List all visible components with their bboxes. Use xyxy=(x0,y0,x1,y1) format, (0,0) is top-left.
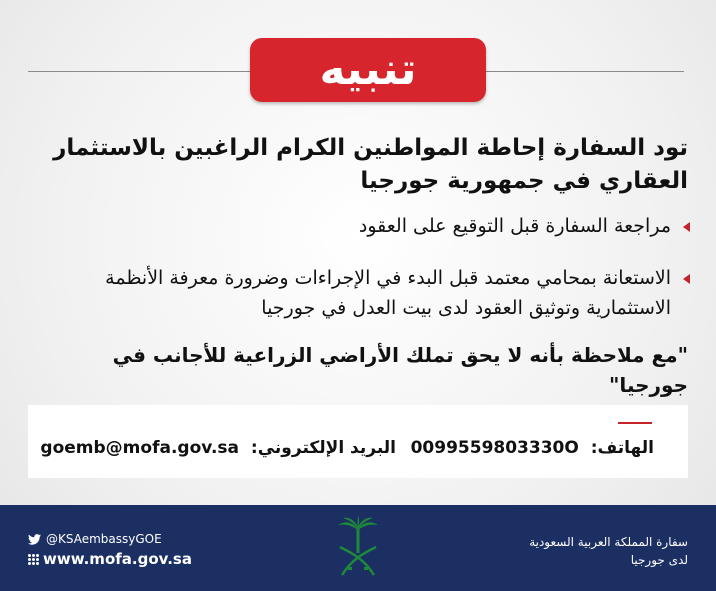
email-contact xyxy=(40,438,396,458)
phone-label: الهاتف: xyxy=(590,438,654,458)
alert-banner xyxy=(250,38,486,102)
phone-value[interactable]: 0099559803330O xyxy=(410,438,579,458)
twitter-bird-icon xyxy=(28,534,41,545)
bullet-item xyxy=(30,263,690,323)
contact-box xyxy=(28,405,688,478)
email-value[interactable]: goemb@mofa.gov.sa xyxy=(40,438,239,458)
email-label: البريد الإلكتروني: xyxy=(250,438,396,458)
accent-line xyxy=(618,422,652,424)
twitter-handle[interactable] xyxy=(28,532,162,546)
divider-left xyxy=(28,71,250,72)
bullet-text: الاستعانة بمحامي معتمد قبل البدء في الإجراءات وضرورة معرفة الأنظمة الاستثمارية وتوثيق العقود لدى بيت العدل في جورجيا xyxy=(105,267,671,319)
phone-contact xyxy=(411,438,654,458)
website-link[interactable] xyxy=(28,550,192,568)
bullet-arrow-icon xyxy=(683,274,690,284)
embassy-name xyxy=(529,533,688,569)
headline: تود السفارة إحاطة المواطنين الكرام الراغبين بالاستثمار العقاري في جمهورية جورجيا xyxy=(53,135,688,194)
bullet-arrow-icon xyxy=(683,222,690,232)
footer-bar xyxy=(0,505,716,591)
dots-grid-icon xyxy=(28,554,39,565)
saudi-emblem-icon xyxy=(334,515,382,581)
twitter-handle-text: @KSAembassyGOE xyxy=(46,532,162,546)
embassy-name-line1: سفارة المملكة العربية السعودية xyxy=(529,535,688,549)
divider-right xyxy=(486,71,684,72)
bullet-item xyxy=(30,211,690,241)
bullet-text: مراجعة السفارة قبل التوقيع على العقود xyxy=(358,215,671,237)
note-text: "مع ملاحظة بأنه لا يحق تملك الأراضي الزراعية للأجانب في جورجيا" xyxy=(112,343,688,397)
banner-title: تنبيه xyxy=(319,44,417,95)
website-text: www.mofa.gov.sa xyxy=(43,550,192,568)
embassy-name-line2: لدى جورجيا xyxy=(630,553,688,567)
